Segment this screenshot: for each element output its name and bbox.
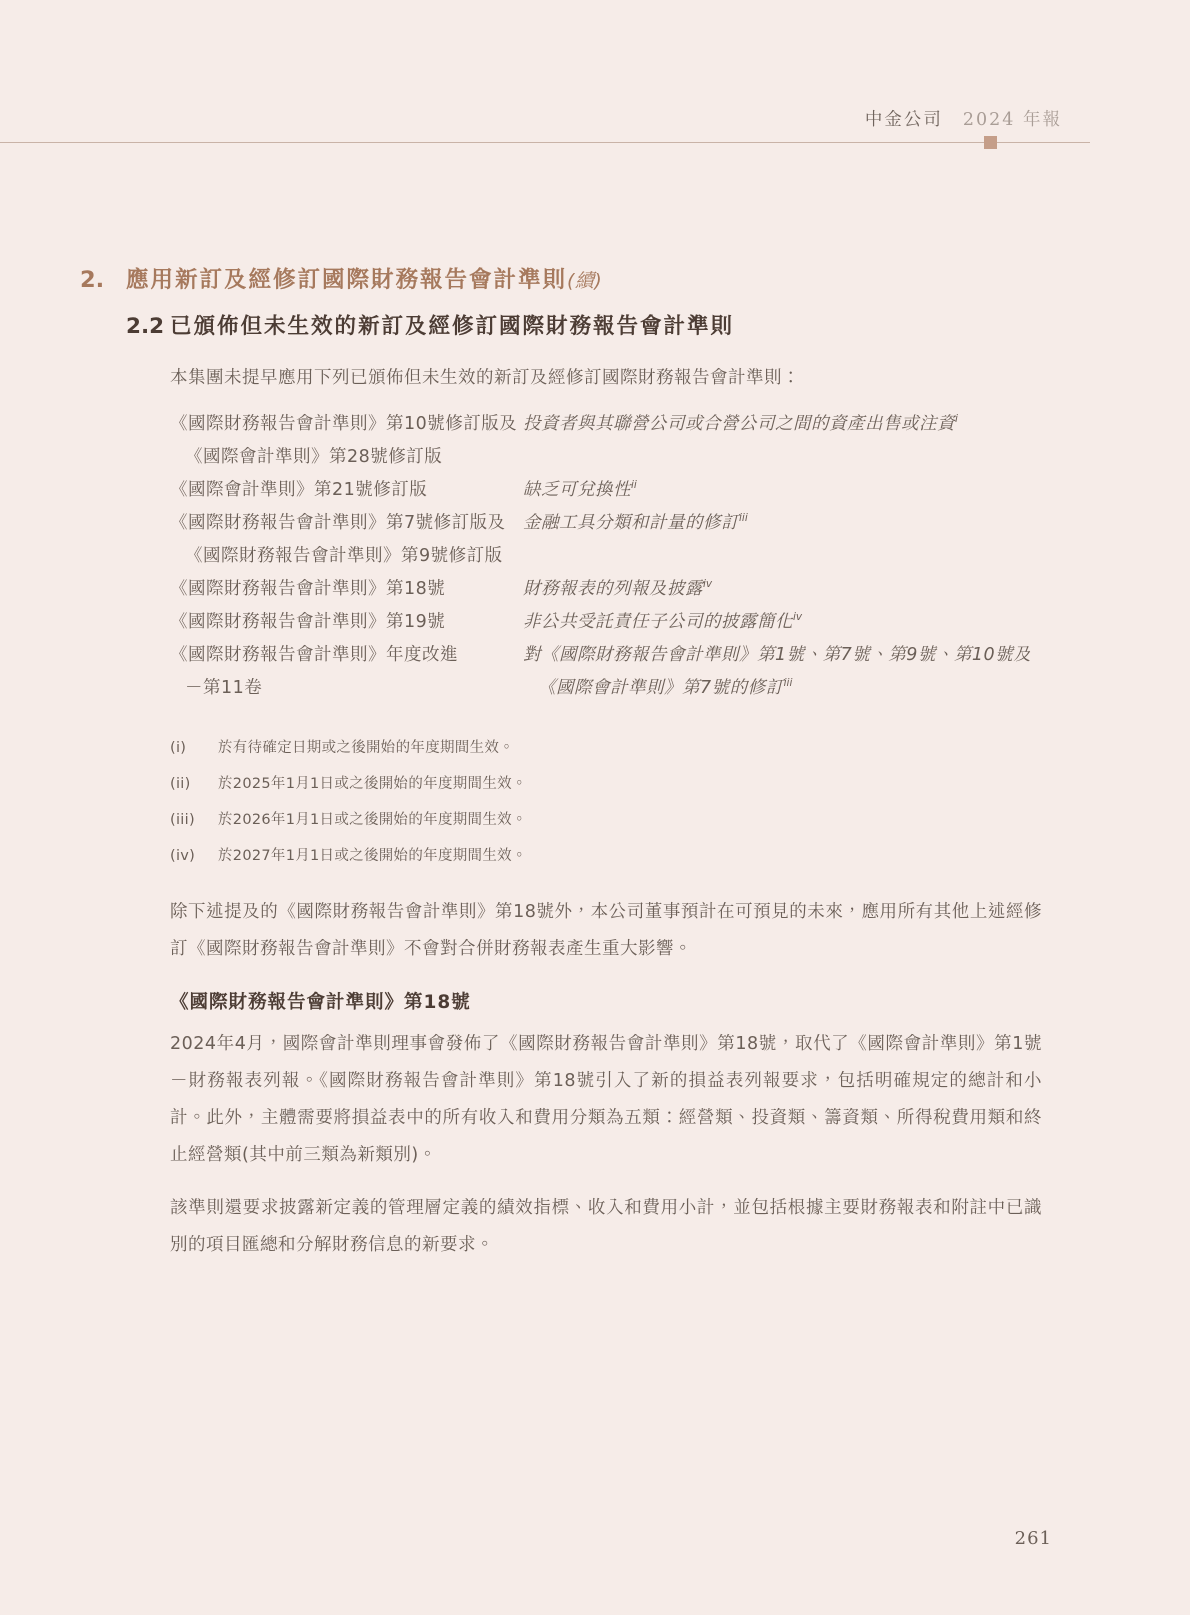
standard-topic-line: 財務報表的列報及披露$^{iv}$ [523, 578, 713, 599]
section-number: 2. [80, 267, 105, 293]
footnote-marker: (iii) [170, 812, 195, 828]
standard-name-column [170, 639, 523, 705]
standard-name-line: 《國際財務報告會計準則》第19號 [170, 612, 446, 632]
standard-topic-column [523, 474, 1042, 507]
footnote-item [170, 737, 1042, 759]
footnote-text: 於2027年1月1日或之後開始的年度期間生效。 [218, 848, 527, 864]
standard-name-column [170, 573, 523, 606]
footnote-reference: i [955, 413, 958, 426]
standard-row [170, 573, 1042, 606]
page-number: 261 [1014, 1528, 1052, 1549]
footnote-reference: iii [783, 677, 793, 690]
standard-topic-line: 投資者與其聯營公司或合營公司之間的資產出售或注資$^i$ [523, 413, 958, 434]
standard-name-column [170, 408, 523, 474]
section-continued-marker: (續) [567, 270, 603, 292]
footnote-text: 於2026年1月1日或之後開始的年度期間生效。 [218, 812, 527, 828]
intro-paragraph: 本集團未提早應用下列已頒佈但未生效的新訂及經修訂國際財務報告會計準則： [170, 368, 800, 388]
standard-name-line: 《國際財務報告會計準則》年度改進 [170, 645, 458, 665]
standard-name-line: 《國際財務報告會計準則》第7號修訂版及 [170, 513, 506, 533]
footnote-marker: (ii) [170, 776, 191, 792]
standard-row [170, 606, 1042, 639]
standard-name-column [170, 606, 523, 639]
content-area [170, 364, 1042, 1264]
footnote-item [170, 773, 1042, 795]
footnote-item [170, 845, 1042, 867]
standard-topic-column [523, 408, 1042, 474]
footnote-text: 於2025年1月1日或之後開始的年度期間生效。 [218, 776, 527, 792]
standard-row [170, 507, 1042, 573]
standard-topic-line: 缺乏可兌換性$^{ii}$ [523, 479, 637, 500]
standard-topic-column [523, 573, 1042, 606]
standard-name-line: 《國際會計準則》第28號修訂版 [185, 447, 443, 467]
standard-topic-column [523, 606, 1042, 639]
standard-row [170, 639, 1042, 705]
standard-name-line: 《國際財務報告會計準則》第9號修訂版 [185, 546, 503, 566]
document-body [80, 265, 1066, 1264]
report-year: 2024 年報 [962, 110, 1062, 130]
standard-topic-line: 對《國際財務報告會計準則》第1號、第7號、第9號、第10號及 [523, 645, 1032, 665]
standard-topic-line: 《國際會計準則》第7號的修訂$^{iii}$ [538, 677, 793, 698]
subsection-title: 已頒佈但未生效的新訂及經修訂國際財務報告會計準則 [170, 314, 735, 339]
standard-name-line: 《國際會計準則》第21號修訂版 [170, 480, 428, 500]
standard-name-column [170, 507, 523, 573]
ifrs18-paragraph-1: 2024年4月，國際會計準則理事會發佈了《國際財務報告會計準則》第18號，取代了《國際會計準則》第1號－財務報表列報。《國際財務報告會計準則》第18號引入了新的損益表列報要求，包括明確規定的總計和小計。此外，主體需要將損益表中的所有收入和費用分類為五類：經營類、投資類、籌資類、所得稅費用類和終止經營類(其中前三類為新類別)。 [170, 1034, 1042, 1165]
section-title: 應用新訂及經修訂國際財務報告會計準則(續) [126, 267, 603, 293]
standard-name-line: －第11卷 [185, 678, 263, 698]
standard-topic-line: 金融工具分類和計量的修訂$^{iii}$ [523, 512, 748, 533]
standard-topic-column [523, 639, 1042, 705]
header-rule-line [0, 142, 1090, 143]
footnote-reference: iii [739, 512, 748, 525]
ifrs18-heading: 《國際財務報告會計準則》第18號 [170, 992, 471, 1013]
standard-topic-column [523, 507, 1042, 573]
footnote-marker: (i) [170, 740, 187, 756]
section-heading [80, 265, 1066, 296]
subsection-number: 2.2 [126, 314, 165, 339]
footnote-reference: iv [703, 578, 713, 591]
footnote-text: 於有待確定日期或之後開始的年度期間生效。 [218, 740, 514, 756]
standard-name-line: 《國際財務報告會計準則》第18號 [170, 579, 446, 599]
standard-row [170, 408, 1042, 474]
standard-name-line: 《國際財務報告會計準則》第10號修訂版及 [170, 414, 518, 434]
standards-list [170, 408, 1042, 705]
header-rule-marker [984, 136, 997, 149]
standard-row [170, 474, 1042, 507]
standard-name-column [170, 474, 523, 507]
footnote-item [170, 809, 1042, 831]
footnote-reference: iv [793, 611, 803, 624]
no-impact-paragraph: 除下述提及的《國際財務報告會計準則》第18號外，本公司董事預計在可預見的未來，應用所有其他上述經修訂《國際財務報告會計準則》不會對合併財務報表產生重大影響。 [170, 902, 1042, 959]
footnotes-list [170, 737, 1042, 867]
subsection-heading [126, 312, 1066, 342]
footnote-reference: ii [631, 479, 637, 492]
page-header [865, 106, 1062, 131]
footnote-marker: (iv) [170, 848, 196, 864]
company-name: 中金公司 [864, 110, 943, 130]
standard-topic-line: 非公共受託責任子公司的披露簡化$^{iv}$ [523, 611, 803, 632]
ifrs18-paragraph-2: 該準則還要求披露新定義的管理層定義的績效指標、收入和費用小計，並包括根據主要財務報表和附註中已識別的項目匯總和分解財務信息的新要求。 [170, 1198, 1042, 1255]
